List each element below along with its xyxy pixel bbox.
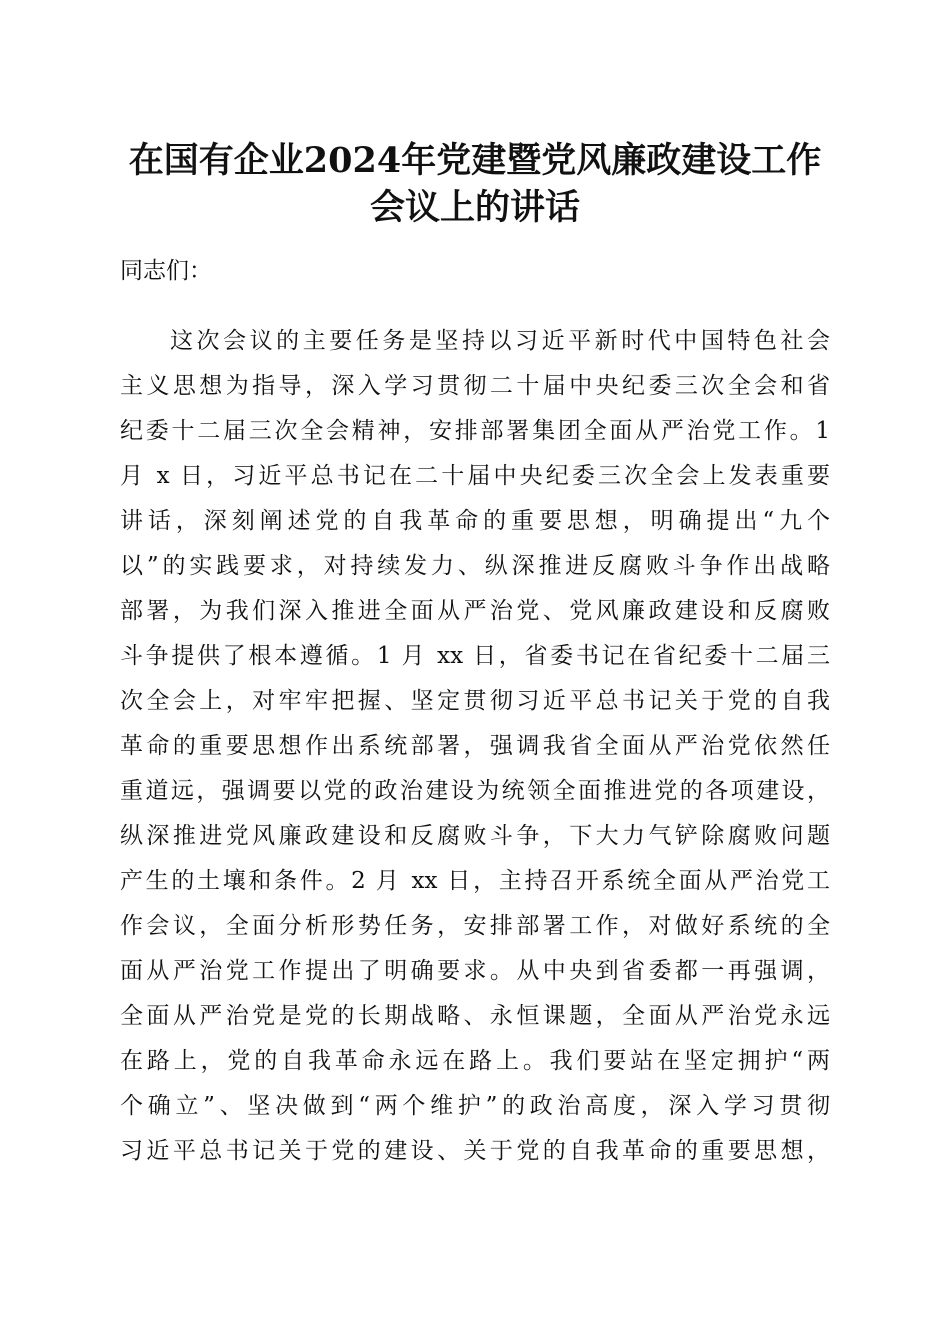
body-line-18: 个确立”、坚决做到“两个维护”的政治高度，深入学习贯彻 (120, 1093, 830, 1119)
body-line-8: 斗争提供了根本遵循。1 月 xx 日，省委书记在省纪委十二届三 (120, 643, 830, 669)
body-line-11: 重道远，强调要以党的政治建设为统领全面推进党的各项建设， (120, 778, 830, 804)
body-line-5: 讲话，深刻阐述党的自我革命的重要思想，明确提出“九个 (120, 508, 830, 534)
body-line-9: 次全会上，对牢牢把握、坚定贯彻习近平总书记关于党的自我 (120, 688, 830, 714)
body-line-19: 习近平总书记关于党的建设、关于党的自我革命的重要思想， (120, 1138, 830, 1164)
body-line-1: 这次会议的主要任务是坚持以习近平新时代中国特色社会 (170, 328, 830, 354)
body-line-15: 面从严治党工作提出了明确要求。从中央到省委都一再强调， (120, 958, 830, 984)
body-line-7: 部署，为我们深入推进全面从严治党、党风廉政建设和反腐败 (120, 598, 830, 624)
body-line-10: 革命的重要思想作出系统部署，强调我省全面从严治党依然任 (120, 733, 830, 759)
body-line-14: 作会议，全面分析形势任务，安排部署工作，对做好系统的全 (120, 913, 830, 939)
body-line-6: 以”的实践要求，对持续发力、纵深推进反腐败斗争作出战略 (120, 553, 830, 579)
salutation: 同志们： (120, 258, 212, 284)
body-line-12: 纵深推进党风廉政建设和反腐败斗争，下大力气铲除腐败问题 (120, 823, 830, 849)
body-line-3: 纪委十二届三次全会精神，安排部署集团全面从严治党工作。1 (120, 418, 830, 444)
title-line-2: 会议上的讲话 (369, 187, 580, 228)
body-line-16: 全面从严治党是党的长期战略、永恒课题，全面从严治党永远 (120, 1003, 830, 1029)
body-line-4: 月 x 日，习近平总书记在二十届中央纪委三次全会上发表重要 (120, 463, 830, 489)
body-line-17: 在路上，党的自我革命永远在路上。我们要站在坚定拥护“两 (120, 1048, 830, 1074)
title-line-1: 在国有企业2024年党建暨党风廉政建设工作 (128, 140, 822, 181)
body-line-2: 主义思想为指导，深入学习贯彻二十届中央纪委三次全会和省 (120, 373, 830, 399)
body-line-13: 产生的土壤和条件。2 月 xx 日，主持召开系统全面从严治党工 (120, 868, 830, 894)
